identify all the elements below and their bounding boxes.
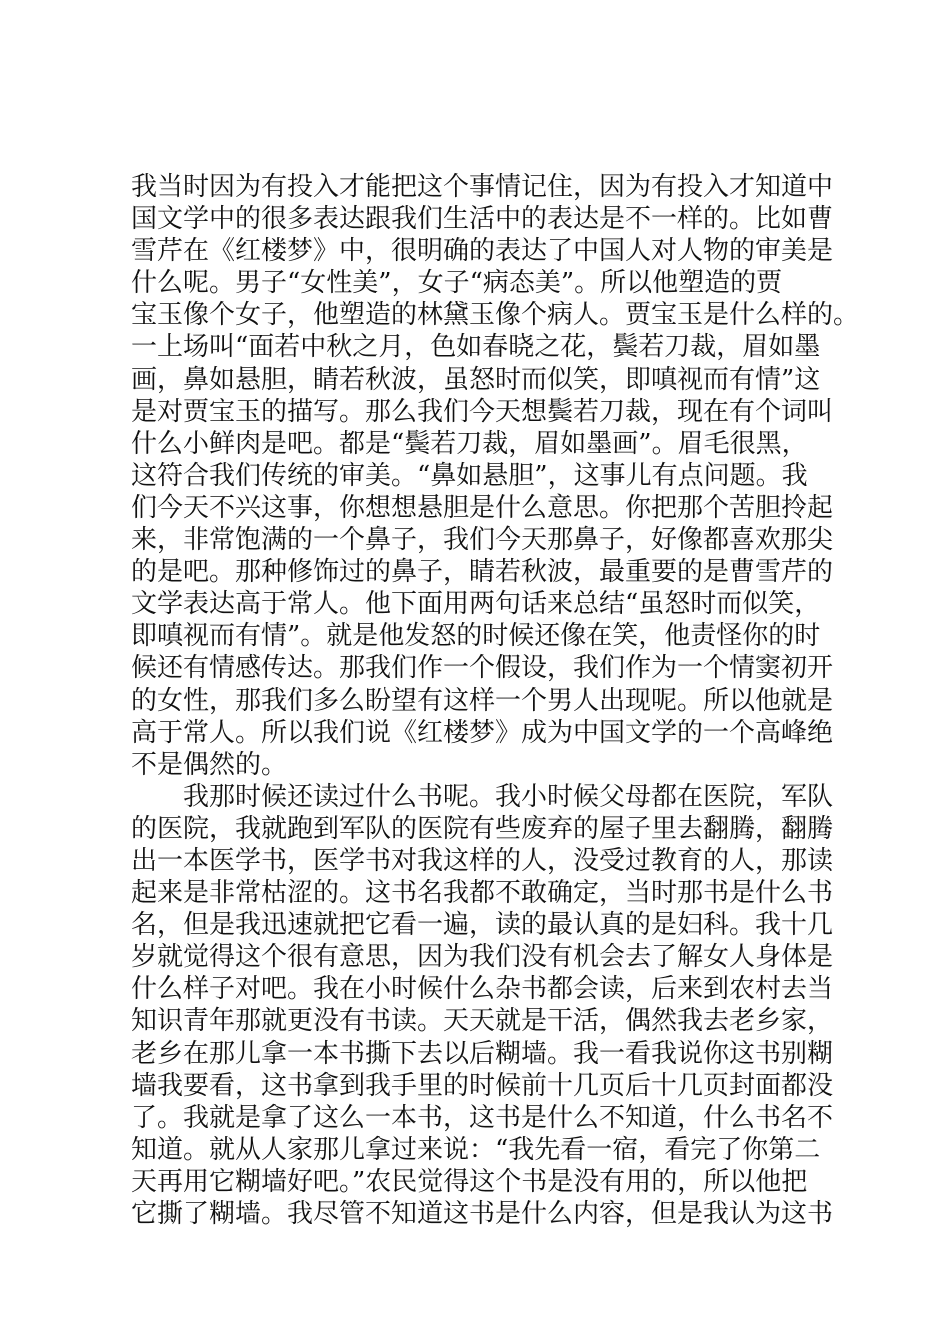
text-line: 即嗔视而有情”。就是他发怒的时候还像在笑，他责怪你的时 xyxy=(131,621,821,652)
text-line: 了。我就是拿了这么一本书，这书是什么不知道，什么书名不 xyxy=(131,1102,834,1133)
text-line: 来，非常饱满的一个鼻子，我们今天那鼻子，好像都喜欢那尖 xyxy=(131,525,834,556)
text-line: 候还有情感传达。那我们作一个假设，我们作为一个情窦初开 xyxy=(131,653,834,684)
text-line: 的医院，我就跑到军队的医院有些废弃的屋子里去翻腾，翻腾 xyxy=(131,813,834,844)
text-line: 老乡在那儿拿一本书撕下去以后糊墙。我一看我说你这书别糊 xyxy=(131,1038,834,1069)
text-line: 们今天不兴这事，你想想悬胆是什么意思。你把那个苦胆拎起 xyxy=(131,492,834,523)
text-line: 出一本医学书，医学书对我这样的人，没受过教育的人，那读 xyxy=(131,845,834,876)
paragraph xyxy=(131,781,851,1230)
text-line: 画，鼻如悬胆，睛若秋波，虽怒时而似笑，即嗔视而有情”这 xyxy=(131,364,821,395)
text-line: 文学表达高于常人。他下面用两句话来总结“虽怒时而似笑， xyxy=(131,589,821,620)
text-line: 我当时因为有投入才能把这个事情记住，因为有投入才知道中 xyxy=(131,172,834,202)
text-line: 什么小鲜肉是吧。都是“鬓若刀裁，眉如墨画”。眉毛很黑， xyxy=(131,428,808,459)
text-line: 我那时候还读过什么书呢。我小时候父母都在医院，军队 xyxy=(183,781,834,812)
text-line: 的是吧。那种修饰过的鼻子，睛若秋波，最重要的是曹雪芹的 xyxy=(131,557,834,588)
text-line: 墙我要看，这书拿到我手里的时候前十几页后十几页封面都没 xyxy=(131,1070,834,1101)
text-line: 国文学中的很多表达跟我们生活中的表达是不一样的。比如曹 xyxy=(131,204,834,235)
text-line: 知识青年那就更没有书读。天天就是干活，偶然我去老乡家， xyxy=(131,1006,834,1037)
text-line: 宝玉像个女子，他塑造的林黛玉像个病人。贾宝玉是什么样的。 xyxy=(131,300,860,331)
text-line: 起来是非常枯涩的。这书名我都不敢确定，当时那书是什么书 xyxy=(131,878,834,909)
text-line: 这符合我们传统的审美。“鼻如悬胆”，这事儿有点问题。我 xyxy=(131,460,808,491)
text-line: 天再用它糊墙好吧。”农民觉得这个书是没有用的，所以他把 xyxy=(131,1166,808,1197)
text-line: 雪芹在《红楼梦》中，很明确的表达了中国人对人物的审美是 xyxy=(131,236,834,267)
text-line: 它撕了糊墙。我尽管不知道这书是什么内容，但是我认为这书 xyxy=(131,1199,834,1229)
text-line: 高于常人。所以我们说《红楼梦》成为中国文学的一个高峰绝 xyxy=(131,717,834,748)
body-text xyxy=(131,171,860,1230)
text-line: 是对贾宝玉的描写。那么我们今天想鬓若刀裁，现在有个词叫 xyxy=(131,396,834,427)
text-line: 名，但是我迅速就把它看一遍，读的最认真的是妇科。我十几 xyxy=(131,910,834,941)
text-line: 不是偶然的。 xyxy=(131,749,288,780)
text-line: 什么呢。男子“女性美”，女子“病态美”。所以他塑造的贾 xyxy=(131,268,783,299)
paragraph xyxy=(131,171,860,781)
text-line: 什么样子对吧。我在小时候什么杂书都会读，后来到农村去当 xyxy=(131,974,834,1005)
text-line: 一上场叫“面若中秋之月，色如春晓之花，鬓若刀裁，眉如墨 xyxy=(131,332,821,363)
text-line: 知道。就从人家那儿拿过来说：“我先看一宿，看完了你第二 xyxy=(131,1134,821,1165)
text-line: 的女性，那我们多么盼望有这样一个男人出现呢。所以他就是 xyxy=(131,685,834,716)
text-line: 岁就觉得这个很有意思，因为我们没有机会去了解女人身体是 xyxy=(131,942,834,973)
